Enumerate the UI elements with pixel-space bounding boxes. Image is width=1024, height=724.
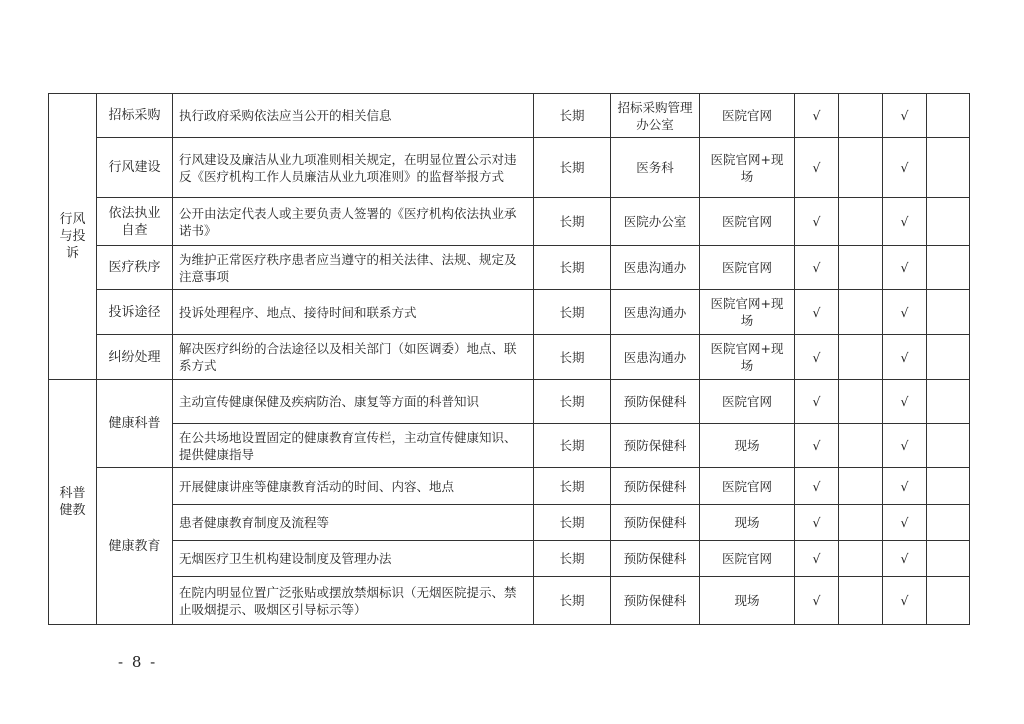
check-cell: √	[883, 138, 927, 198]
check-cell: √	[883, 246, 927, 290]
content-cell: 主动宣传健康保健及疾病防治、康复等方面的科普知识	[173, 380, 534, 424]
check-cell	[927, 424, 970, 468]
item-cell: 健康科普	[97, 380, 173, 468]
period-cell: 长期	[534, 505, 611, 541]
check-cell	[927, 290, 970, 335]
check-cell: √	[795, 505, 839, 541]
check-cell	[927, 380, 970, 424]
mode-cell: 现场	[700, 577, 795, 625]
period-cell: 长期	[534, 541, 611, 577]
table-row	[49, 424, 970, 468]
check-cell	[839, 577, 883, 625]
item-cell: 依法执业自查	[97, 198, 173, 246]
check-cell	[927, 94, 970, 138]
mode-cell: 医院官网+现场	[700, 335, 795, 380]
table-row	[49, 505, 970, 541]
check-cell	[839, 468, 883, 505]
check-cell: √	[795, 424, 839, 468]
check-cell	[839, 138, 883, 198]
check-cell	[839, 380, 883, 424]
check-cell	[839, 541, 883, 577]
period-cell: 长期	[534, 290, 611, 335]
check-cell: √	[883, 505, 927, 541]
content-cell: 在院内明显位置广泛张贴或摆放禁烟标识（无烟医院提示、禁止吸烟提示、吸烟区引导标示等）	[173, 577, 534, 625]
check-cell: √	[883, 198, 927, 246]
period-cell: 长期	[534, 424, 611, 468]
dept-cell: 预防保健科	[611, 380, 700, 424]
check-cell: √	[883, 380, 927, 424]
period-cell: 长期	[534, 380, 611, 424]
check-cell: √	[795, 380, 839, 424]
dept-cell: 预防保健科	[611, 424, 700, 468]
check-cell	[839, 290, 883, 335]
period-cell: 长期	[534, 198, 611, 246]
content-cell: 投诉处理程序、地点、接待时间和联系方式	[173, 290, 534, 335]
check-cell: √	[883, 468, 927, 505]
table-row	[49, 380, 970, 424]
dept-cell: 医院办公室	[611, 198, 700, 246]
check-cell: √	[883, 424, 927, 468]
table-row	[49, 577, 970, 625]
item-cell: 健康教育	[97, 468, 173, 625]
check-cell: √	[795, 246, 839, 290]
period-cell: 长期	[534, 246, 611, 290]
dept-cell: 医患沟通办	[611, 335, 700, 380]
category-cell: 科普健教	[49, 380, 97, 625]
check-cell: √	[795, 577, 839, 625]
dept-cell: 预防保健科	[611, 541, 700, 577]
check-cell	[927, 577, 970, 625]
check-cell	[839, 198, 883, 246]
check-cell	[839, 505, 883, 541]
mode-cell: 医院官网	[700, 246, 795, 290]
dept-cell: 招标采购管理办公室	[611, 94, 700, 138]
content-cell: 在公共场地设置固定的健康教育宣传栏，主动宣传健康知识、提供健康指导	[173, 424, 534, 468]
mode-cell: 医院官网+现场	[700, 290, 795, 335]
mode-cell: 医院官网+现场	[700, 138, 795, 198]
page-number: - 8 -	[118, 653, 158, 671]
mode-cell: 医院官网	[700, 380, 795, 424]
check-cell: √	[795, 468, 839, 505]
item-cell: 纠纷处理	[97, 335, 173, 380]
mode-cell: 医院官网	[700, 468, 795, 505]
check-cell	[839, 424, 883, 468]
table-row	[49, 335, 970, 380]
content-cell: 执行政府采购依法应当公开的相关信息	[173, 94, 534, 138]
mode-cell: 医院官网	[700, 94, 795, 138]
check-cell	[927, 468, 970, 505]
content-cell: 行风建设及廉洁从业九项准则相关规定，在明显位置公示对违反《医疗机构工作人员廉洁从业九项准则》的监督举报方式	[173, 138, 534, 198]
check-cell: √	[795, 138, 839, 198]
item-cell: 行风建设	[97, 138, 173, 198]
disclosure-table	[48, 93, 970, 625]
dept-cell: 医患沟通办	[611, 246, 700, 290]
check-cell	[927, 335, 970, 380]
dept-cell: 预防保健科	[611, 468, 700, 505]
period-cell: 长期	[534, 468, 611, 505]
content-cell: 为维护正常医疗秩序患者应当遵守的相关法律、法规、规定及注意事项	[173, 246, 534, 290]
period-cell: 长期	[534, 138, 611, 198]
table-row	[49, 198, 970, 246]
check-cell	[927, 541, 970, 577]
table-row	[49, 138, 970, 198]
check-cell	[927, 505, 970, 541]
content-cell: 解决医疗纠纷的合法途径以及相关部门（如医调委）地点、联系方式	[173, 335, 534, 380]
check-cell: √	[795, 335, 839, 380]
dept-cell: 医务科	[611, 138, 700, 198]
period-cell: 长期	[534, 577, 611, 625]
check-cell: √	[883, 94, 927, 138]
table-row	[49, 468, 970, 505]
check-cell: √	[795, 94, 839, 138]
check-cell: √	[883, 541, 927, 577]
check-cell: √	[883, 577, 927, 625]
dept-cell: 预防保健科	[611, 505, 700, 541]
content-cell: 公开由法定代表人或主要负责人签署的《医疗机构依法执业承诺书》	[173, 198, 534, 246]
mode-cell: 医院官网	[700, 198, 795, 246]
period-cell: 长期	[534, 335, 611, 380]
dept-cell: 预防保健科	[611, 577, 700, 625]
content-cell: 开展健康讲座等健康教育活动的时间、内容、地点	[173, 468, 534, 505]
item-cell: 投诉途径	[97, 290, 173, 335]
check-cell: √	[883, 335, 927, 380]
check-cell	[927, 246, 970, 290]
check-cell: √	[795, 541, 839, 577]
dept-cell: 医患沟通办	[611, 290, 700, 335]
check-cell	[839, 335, 883, 380]
mode-cell: 现场	[700, 505, 795, 541]
check-cell	[927, 198, 970, 246]
table-row	[49, 246, 970, 290]
table-row	[49, 290, 970, 335]
content-cell: 无烟医疗卫生机构建设制度及管理办法	[173, 541, 534, 577]
mode-cell: 医院官网	[700, 541, 795, 577]
item-cell: 招标采购	[97, 94, 173, 138]
table-row	[49, 541, 970, 577]
check-cell: √	[883, 290, 927, 335]
content-cell: 患者健康教育制度及流程等	[173, 505, 534, 541]
check-cell	[839, 94, 883, 138]
table-row	[49, 94, 970, 138]
period-cell: 长期	[534, 94, 611, 138]
check-cell	[839, 246, 883, 290]
check-cell: √	[795, 198, 839, 246]
mode-cell: 现场	[700, 424, 795, 468]
check-cell	[927, 138, 970, 198]
category-cell: 行风与投诉	[49, 94, 97, 380]
check-cell: √	[795, 290, 839, 335]
item-cell: 医疗秩序	[97, 246, 173, 290]
